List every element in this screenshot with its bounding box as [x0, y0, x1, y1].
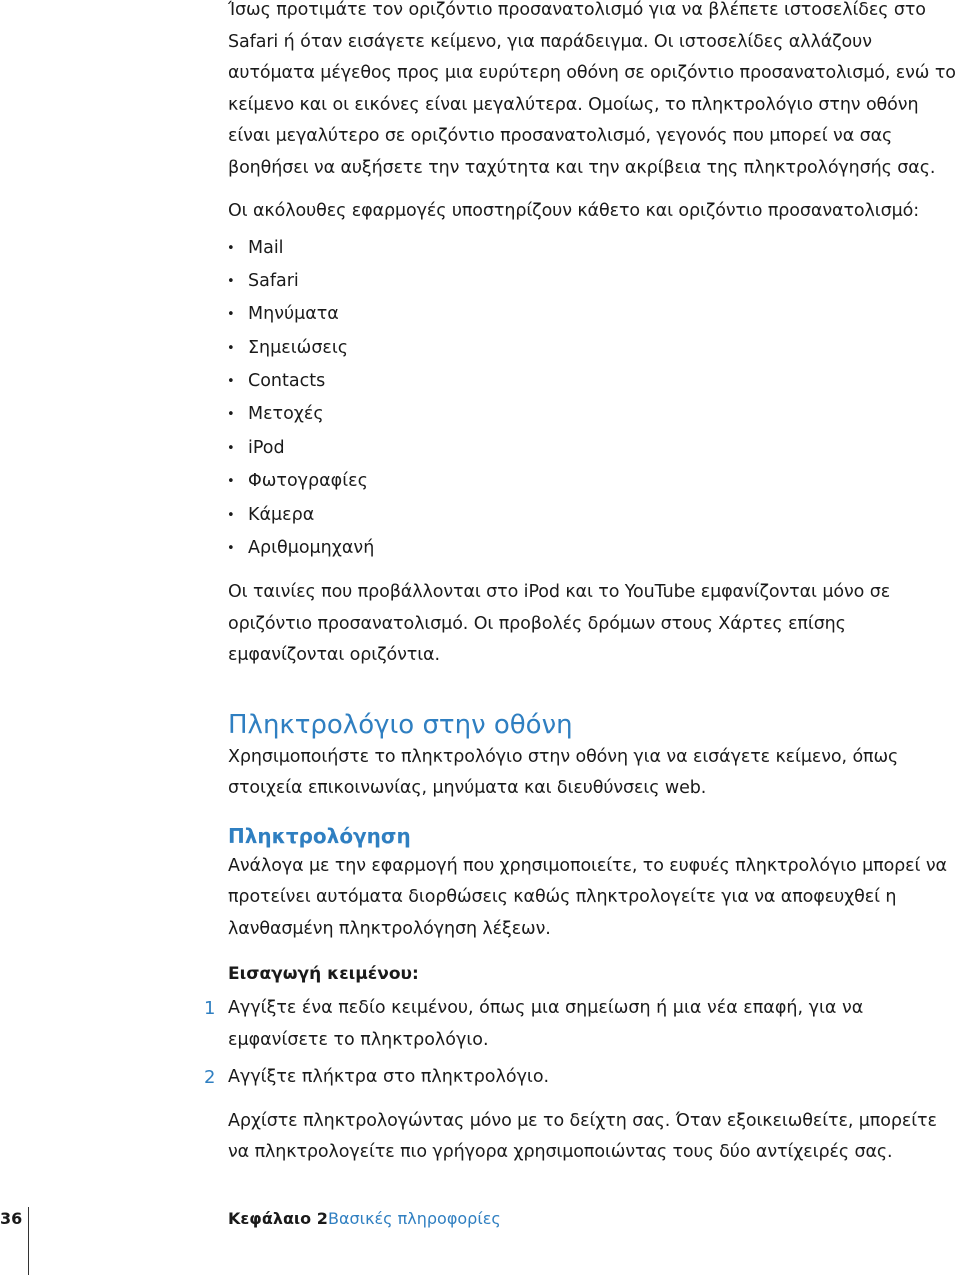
apps-intro: Οι ακόλουθες εφαρμογές υποστηρίζουν κάθετο και οριζόντιο προσανατολισμό: — [228, 201, 920, 221]
list-item: • Σημειώσεις — [228, 332, 960, 365]
page-footer — [0, 1207, 962, 1275]
list-item: • iPod — [228, 432, 960, 465]
list-item: • Contacts — [228, 365, 960, 398]
footer-divider — [28, 1207, 29, 1275]
typing-section-heading: Πληκτρολόγηση — [228, 823, 411, 848]
step-number: 2 — [204, 1067, 216, 1089]
steps-list — [204, 993, 960, 1094]
list-item: • Αριθμομηχανή — [228, 532, 960, 565]
footer-chapter: Κεφάλαιο 2 — [228, 1209, 328, 1228]
keyboard-section-heading: Πληκτρολόγιο στην οθόνη — [228, 709, 573, 740]
step-number: 1 — [204, 998, 216, 1020]
list-item: • Safari — [228, 265, 960, 298]
supported-apps-list — [228, 232, 960, 566]
closing-paragraph: Αρχίστε πληκτρολογώντας μόνο με το δείχτη σας. Όταν εξοικειωθείτε, μπορείτε να πληκτρολογείτε πιο γρήγορα χρησιμοποιώντας τους δύο αντίχειρές σας. — [228, 1110, 937, 1163]
typing-section-description: Ανάλογα με την εφαρμογή που χρησιμοποιείτε, το ευφυές πληκτρολόγιο μπορεί να προτείνει αυτόματα διορθώσεις καθώς πληκτρολογείτε για να αποφευχθεί η λανθασμένη πληκτρολόγηση λέξεων. — [228, 855, 947, 939]
footer-section: Βασικές πληροφορίες — [328, 1209, 501, 1228]
list-item: • Mail — [228, 232, 960, 265]
step-text: Αγγίξτε πλήκτρα στο πληκτρολόγιο. — [228, 1067, 550, 1088]
page-content — [204, 0, 960, 1169]
list-item: • Φωτογραφίες — [228, 465, 960, 498]
step-item — [204, 1062, 960, 1094]
step-text: Αγγίξτε ένα πεδίο κειμένου, όπως μια σημείωση ή μια νέα επαφή, για να εμφανίσετε το πληκτρολόγιο. — [228, 998, 864, 1050]
step-item — [204, 993, 960, 1056]
task-heading: Εισαγωγή κειμένου: — [228, 964, 419, 985]
intro-paragraph: Ίσως προτιμάτε τον οριζόντιο προσανατολισμό για να βλέπετε ιστοσελίδες στο Safari ή όταν εισάγετε κείμενο, για παράδειγμα. Οι ιστοσελίδες αλλάζουν αυτόματα μέγεθος προς μια ευρύτερη οθόνη σε οριζόντιο προσανατολισμό, ενώ το κείμενο και οι εικόνες είναι μεγαλύτερα. Ομοίως, το πληκτρολόγιο στην οθόνη είναι μεγαλύτερο σε οριζόντιο προσανατολισμό, γεγονός που μπορεί να σας βοηθήσει να αυξήσετε την ταχύτητα και την ακρίβεια της πληκτρολόγησής σας. — [228, 0, 956, 178]
keyboard-section-description: Χρησιμοποιήστε το πληκτρολόγιο στην οθόνη για να εισάγετε κείμενο, όπως στοιχεία επικοινωνίας, μηνύματα και διευθύνσεις web. — [228, 746, 899, 799]
list-item: • Μηνύματα — [228, 298, 960, 331]
list-item: • Κάμερα — [228, 499, 960, 532]
page-number: 36 — [0, 1209, 23, 1228]
landscape-note: Οι ταινίες που προβάλλονται στο iPod και το YouTube εμφανίζονται μόνο σε οριζόντιο προσανατολισμό. Οι προβολές δρόμων στους Χάρτες επίσης εμφανίζονται οριζόντια. — [228, 582, 891, 666]
list-item: • Μετοχές — [228, 398, 960, 431]
